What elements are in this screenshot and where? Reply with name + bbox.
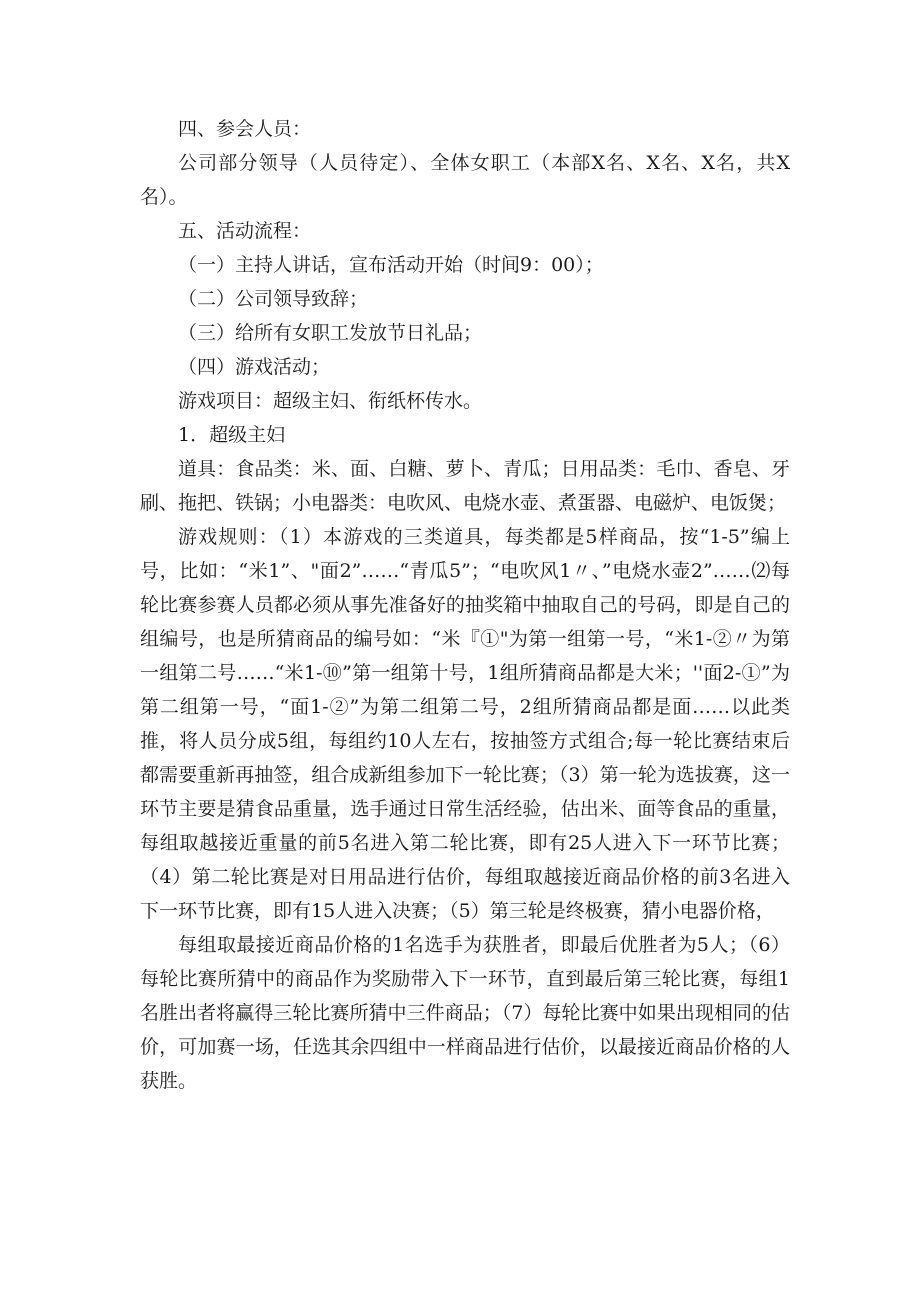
process-step-1: （一）主持人讲话，宣布活动开始（时间9：00）； [178, 254, 604, 276]
section-heading-attendees: 四、参会人员： [178, 118, 312, 140]
game-items: 游戏项目：超级主妇、衔纸杯传水。 [178, 390, 483, 412]
attendees-text: 公司部分领导（人员待定）、全体女职工（本部X名、X名、X名，共X名）。 [140, 152, 790, 208]
game-props: 道具：食品类：米、面、白糖、萝卜、青瓜；日用品类：毛巾、香皂、牙刷、拖把、铁锅；小电器类：电吹风、电烧水壶、煮蛋器、电磁炉、电饭煲； [140, 458, 790, 514]
game-title-super-housewife: 1．超级主妇 [178, 424, 286, 446]
process-step-3: （三）给所有女职工发放节日礼品； [178, 322, 483, 344]
game-rules-continued: 每组取最接近商品价格的1名选手为获胜者，即最后优胜者为5人；（6）每轮比赛所猜中的商品作为奖励带入下一环节，直到最后第三轮比赛，每组1名胜出者将赢得三轮比赛所猜中三件商品；（7）每轮比赛中如果出现相同的估价，可加赛一场，任选其余四组中一样商品进行估价，以最接近商品价格的人获胜。 [140, 934, 790, 1092]
process-step-4: （四）游戏活动； [178, 356, 331, 378]
section-heading-process: 五、活动流程： [178, 220, 312, 242]
game-rules: 游戏规则：（1）本游戏的三类道具，每类都是5样商品，按“1-5”编上号，比如：“米1”、"面2”……“青瓜5”；“电吹风1〃、”电烧水壶2”……⑵每轮比赛参赛人员都必须从事先准备好的抽奖箱中抽取自己的号码，即是自己的组编号，也是所猜商品的编号如：“米『①"为第一组第一号，“米1-②〃为第一组第二号……“米1-⑩”第一组第十号，1组所猜商品都是大米；''面2-①”为第二组第一号，“面1-②”为第二组第二号，2组所猜商品都是面……以此类推，将人员分成5组，每组约10人左右，按抽签方式组合;每一轮比赛结束后都需要重新再抽签，组合成新组参加下一轮比赛；（3）第一轮为选拔赛，这一环节主要是猜食品重量，选手通过日常生活经验，估出米、面等食品的重量，每组取越接近重量的前5名进入第二轮比赛，即有25人进入下一环节比赛；（4）第二轮比赛是对日用品进行估价，每组取越接近商品价格的前3名进入下一环节比赛，即有15人进入决赛；（5）第三轮是终极赛，猜小电器价格， [140, 526, 790, 922]
process-step-2: （二）公司领导致辞； [178, 288, 369, 310]
document-body [140, 112, 790, 1098]
